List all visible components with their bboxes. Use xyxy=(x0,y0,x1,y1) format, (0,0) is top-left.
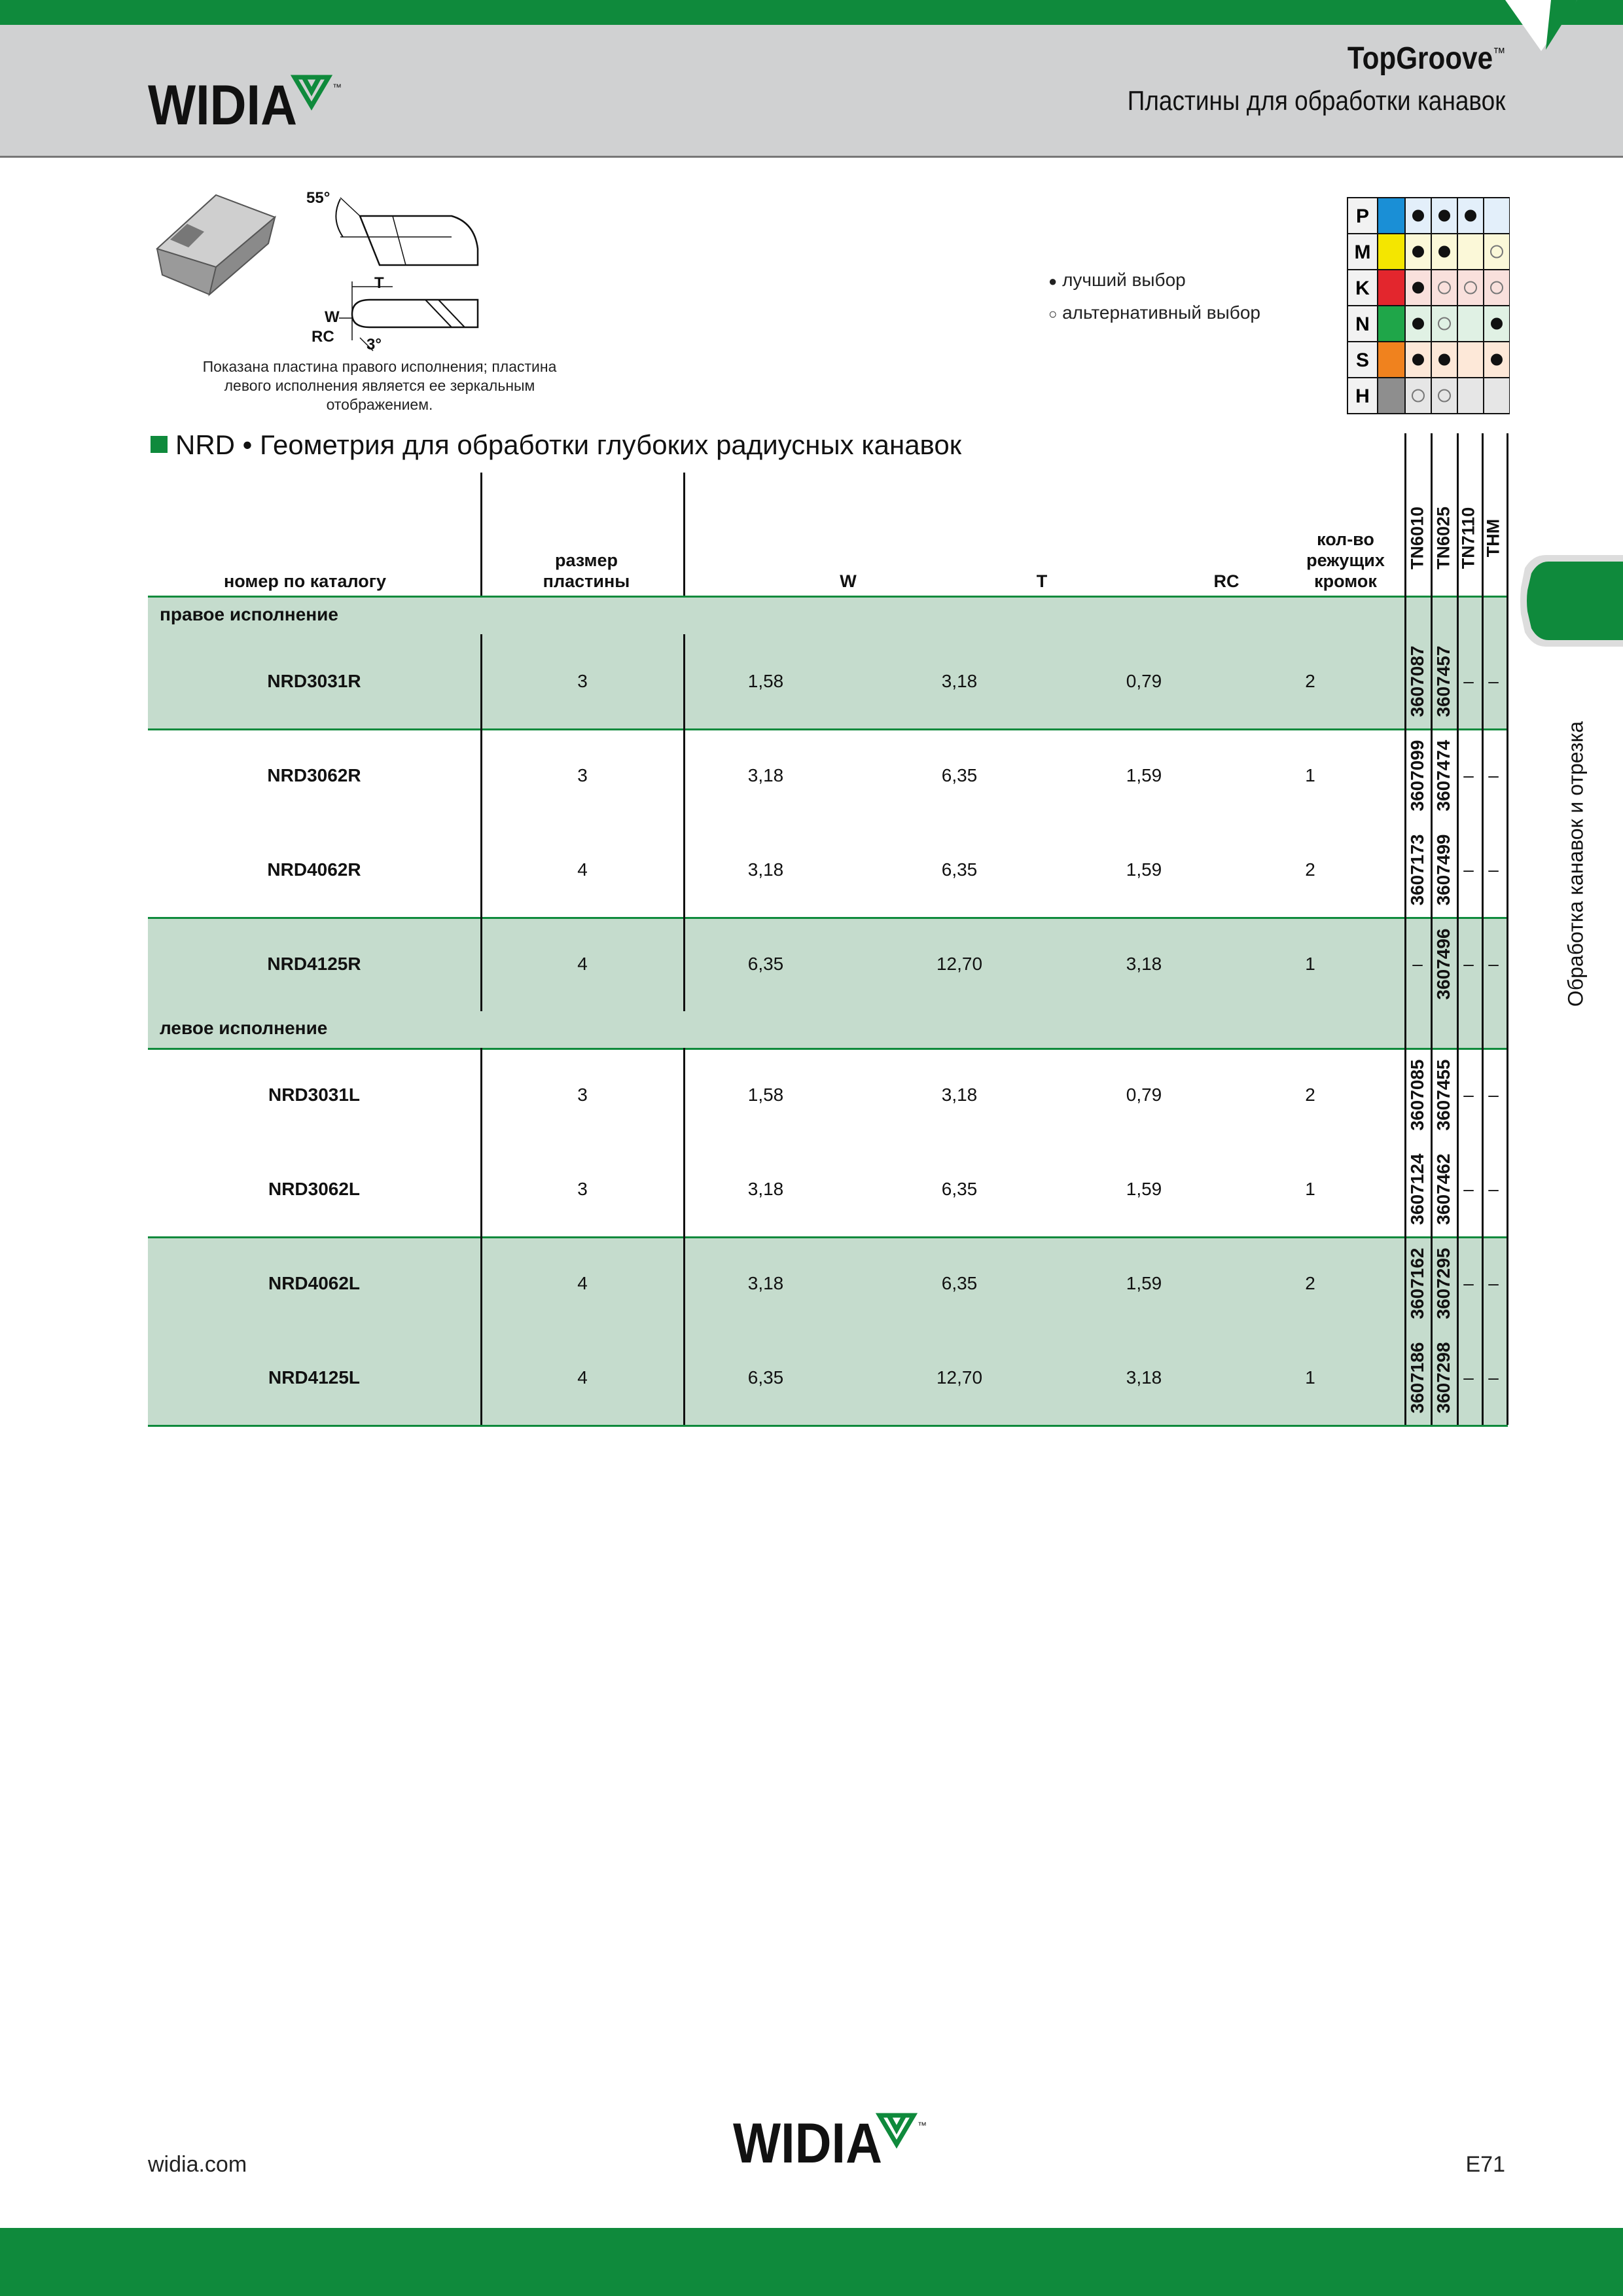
column-divider xyxy=(683,473,685,596)
material-row-s xyxy=(1347,342,1510,378)
value-t: 6,35 xyxy=(941,1179,978,1199)
grade-code-empty: – xyxy=(1488,1085,1499,1105)
cutting-edges: 2 xyxy=(1305,1273,1315,1293)
best-choice-dot-icon xyxy=(1491,355,1502,365)
header-grade-thm: THM xyxy=(1483,518,1503,558)
column-divider xyxy=(480,473,482,596)
material-row-n xyxy=(1347,306,1510,342)
grade-column-divider xyxy=(1431,433,1433,1425)
widia-logo-footer xyxy=(733,2111,929,2174)
product-subtitle: Пластины для обработки канавок xyxy=(1127,85,1505,116)
value-t: 6,35 xyxy=(941,765,978,785)
grade-code: 3607462 xyxy=(1433,1153,1454,1225)
cutting-edges: 1 xyxy=(1305,1367,1315,1388)
material-row-m xyxy=(1347,234,1510,270)
legend-best xyxy=(1048,264,1260,297)
row-divider xyxy=(148,1048,1508,1050)
cutting-edges: 1 xyxy=(1305,765,1315,785)
grade-code: 3607173 xyxy=(1407,834,1427,906)
material-letter: N xyxy=(1355,314,1370,335)
grade-code: 3607124 xyxy=(1407,1153,1427,1225)
grade-code-empty: – xyxy=(1488,1179,1499,1199)
top-band xyxy=(0,0,1623,25)
material-color-swatch xyxy=(1378,234,1405,270)
value-w: 6,35 xyxy=(747,954,784,974)
value-w: 1,58 xyxy=(747,1085,784,1105)
legend-best-label: лучший выбор xyxy=(1062,270,1186,290)
material-letter: S xyxy=(1355,350,1370,371)
table-body xyxy=(148,473,1508,1426)
column-divider xyxy=(683,634,685,1011)
row-divider xyxy=(148,596,1508,598)
insert-size: 3 xyxy=(577,671,588,691)
value-t: 6,35 xyxy=(941,1273,978,1293)
footer-logo-trademark: ™ xyxy=(918,2120,927,2130)
insert-size: 3 xyxy=(577,1179,588,1199)
header-size: размер пластины xyxy=(543,550,630,591)
insert-table xyxy=(148,473,1508,1426)
cutting-edges: 2 xyxy=(1305,859,1315,880)
catalog-number: NRD4125R xyxy=(267,954,361,974)
angle-3-label: 3° xyxy=(366,336,382,353)
legend-alternative xyxy=(1048,297,1260,330)
header-grade-tn6025: TN6025 xyxy=(1433,506,1454,570)
best-choice-dot-icon xyxy=(1413,319,1423,329)
row-divider xyxy=(148,728,1508,730)
insert-size: 4 xyxy=(577,859,588,880)
grade-code-empty: – xyxy=(1463,765,1474,785)
shaded-band xyxy=(148,598,1508,728)
header-grade-tn6010: TN6010 xyxy=(1407,506,1427,570)
grade-code-empty: – xyxy=(1463,1085,1474,1105)
value-rc: 1,59 xyxy=(1126,765,1162,785)
grade-code-empty: – xyxy=(1488,671,1499,691)
dimension-rc-label: RC xyxy=(312,328,334,346)
catalog-number: NRD4125L xyxy=(268,1367,361,1388)
square-bullet-icon xyxy=(151,436,168,453)
filled-dot-icon: ● xyxy=(1048,273,1058,289)
footer-url[interactable]: widia.com xyxy=(148,2152,247,2177)
best-choice-dot-icon xyxy=(1439,355,1450,365)
grade-code-empty: – xyxy=(1463,954,1474,974)
grade-column-divider xyxy=(1457,433,1459,1425)
insert-size: 4 xyxy=(577,1367,588,1388)
grade-code: 3607087 xyxy=(1407,645,1427,717)
catalog-number: NRD3031R xyxy=(267,671,361,691)
grade-code: 3607162 xyxy=(1407,1247,1427,1319)
material-color-swatch xyxy=(1378,342,1405,378)
logo-trademark: ™ xyxy=(332,82,342,92)
row-divider xyxy=(148,1425,1508,1427)
grade-column-divider xyxy=(1404,433,1406,1425)
insert-drawing xyxy=(144,183,510,360)
column-divider xyxy=(480,1048,482,1425)
empty-dot-icon: ○ xyxy=(1048,306,1058,322)
grade-column-divider xyxy=(1507,433,1508,1425)
catalog-number: NRD3062R xyxy=(267,765,361,785)
value-rc: 1,59 xyxy=(1126,1273,1162,1293)
material-letter: H xyxy=(1355,386,1370,407)
header-grade-tn7110: TN7110 xyxy=(1458,507,1478,569)
footer-logo-text: WIDIA xyxy=(733,2112,882,2170)
material-row-p xyxy=(1347,198,1510,234)
shaded-band xyxy=(148,1236,1508,1425)
corner-triangle-icon xyxy=(1505,0,1577,52)
best-choice-dot-icon xyxy=(1491,319,1502,329)
bottom-band xyxy=(0,2228,1623,2296)
header-edges: кол-во режущих кромок xyxy=(1306,529,1385,591)
grade-code-empty: – xyxy=(1488,859,1499,880)
insert-side-view xyxy=(339,281,478,351)
catalog-number: NRD4062R xyxy=(267,859,361,880)
row-divider xyxy=(148,1236,1508,1238)
value-rc: 3,18 xyxy=(1126,1367,1162,1388)
value-rc: 3,18 xyxy=(1126,954,1162,974)
grade-column-divider xyxy=(1482,433,1484,1425)
group-left-label: левое исполнение xyxy=(160,1018,328,1038)
value-t: 3,18 xyxy=(941,1085,978,1105)
insert-size: 3 xyxy=(577,765,588,785)
material-letter: P xyxy=(1355,206,1370,227)
insert-size: 4 xyxy=(577,954,588,974)
grade-code-empty: – xyxy=(1463,671,1474,691)
grade-code: 3607295 xyxy=(1433,1247,1454,1319)
best-choice-dot-icon xyxy=(1413,283,1423,293)
column-divider xyxy=(683,1048,685,1425)
grade-code: 3607474 xyxy=(1433,740,1454,812)
catalog-number: NRD3062L xyxy=(268,1179,361,1199)
side-tab xyxy=(1520,555,1623,647)
material-row-k xyxy=(1347,270,1510,306)
best-choice-dot-icon xyxy=(1413,355,1423,365)
material-color-swatch xyxy=(1378,378,1405,414)
insert-size: 3 xyxy=(577,1085,588,1105)
grade-code-empty: – xyxy=(1412,954,1423,974)
grade-code-empty: – xyxy=(1463,1273,1474,1293)
value-w: 3,18 xyxy=(747,1273,784,1293)
value-t: 6,35 xyxy=(941,859,978,880)
product-name: TopGroove xyxy=(1347,41,1493,76)
value-t: 3,18 xyxy=(941,671,978,691)
dimension-w-label: W xyxy=(325,308,340,326)
page-number: E71 xyxy=(1465,2152,1505,2177)
product-title xyxy=(1347,41,1505,77)
catalog-number: NRD3031L xyxy=(268,1085,361,1105)
best-choice-dot-icon xyxy=(1413,211,1423,221)
trademark-sign: ™ xyxy=(1492,45,1505,61)
grade-code: 3607298 xyxy=(1433,1342,1454,1414)
grade-code-empty: – xyxy=(1488,1367,1499,1388)
value-w: 3,18 xyxy=(747,1179,784,1199)
value-t: 12,70 xyxy=(936,954,983,974)
grade-code: 3607499 xyxy=(1433,834,1454,906)
grade-code-empty: – xyxy=(1463,859,1474,880)
legend-alternative-label: альтернативный выбор xyxy=(1062,302,1260,323)
value-w: 6,35 xyxy=(747,1367,784,1388)
insert-size: 4 xyxy=(577,1273,588,1293)
shaded-band xyxy=(148,917,1508,1048)
grade-code: 3607455 xyxy=(1433,1059,1454,1131)
widia-logo xyxy=(148,73,344,135)
best-choice-dot-icon xyxy=(1413,247,1423,257)
header-rc: RC xyxy=(1213,571,1240,591)
header-catalog: номер по каталогу xyxy=(223,571,387,591)
grade-code: 3607099 xyxy=(1407,740,1427,812)
insert-top-view xyxy=(336,198,478,265)
column-divider xyxy=(480,634,482,1011)
row-divider xyxy=(148,917,1508,919)
value-rc: 0,79 xyxy=(1126,1085,1162,1105)
best-choice-dot-icon xyxy=(1465,211,1476,221)
value-rc: 1,59 xyxy=(1126,859,1162,880)
material-color-swatch xyxy=(1378,270,1405,306)
logo-text: WIDIA xyxy=(148,74,297,132)
cutting-edges: 1 xyxy=(1305,1179,1315,1199)
grade-code-empty: – xyxy=(1463,1179,1474,1199)
material-color-swatch xyxy=(1378,198,1405,234)
cutting-edges: 2 xyxy=(1305,1085,1315,1105)
grade-code: 3607457 xyxy=(1433,645,1454,717)
best-choice-dot-icon xyxy=(1439,247,1450,257)
header-t: T xyxy=(1036,571,1048,591)
value-rc: 1,59 xyxy=(1126,1179,1162,1199)
value-w: 1,58 xyxy=(747,671,784,691)
value-w: 3,18 xyxy=(747,765,784,785)
grade-code-empty: – xyxy=(1463,1367,1474,1388)
insert-3d-icon xyxy=(157,195,275,295)
figure-caption: Показана пластина правого исполнения; пластина левого исполнения является ее зеркальным отображением. xyxy=(202,358,557,413)
grade-code-empty: – xyxy=(1488,954,1499,974)
group-right-label: правое исполнение xyxy=(160,604,338,624)
material-letter: M xyxy=(1354,242,1371,263)
grade-code: 3607496 xyxy=(1433,928,1454,1000)
section-title-text: NRD • Геометрия для обработки глубоких радиусных канавок xyxy=(175,429,962,460)
value-t: 12,70 xyxy=(936,1367,983,1388)
material-grid xyxy=(1346,196,1510,419)
grade-code-empty: – xyxy=(1488,1273,1499,1293)
legend xyxy=(1048,264,1260,330)
grade-code: 3607186 xyxy=(1407,1342,1427,1414)
best-choice-dot-icon xyxy=(1439,211,1450,221)
value-rc: 0,79 xyxy=(1126,671,1162,691)
material-row-h xyxy=(1347,378,1510,414)
section-title xyxy=(151,429,961,461)
side-tab-label: Обработка канавок и отрезка xyxy=(1563,721,1588,1007)
value-w: 3,18 xyxy=(747,859,784,880)
header-w: W xyxy=(840,571,857,591)
dimension-t-label: T xyxy=(374,274,384,292)
angle-55-label: 55° xyxy=(306,189,330,207)
cutting-edges: 2 xyxy=(1305,671,1315,691)
grade-code: 3607085 xyxy=(1407,1059,1427,1131)
cutting-edges: 1 xyxy=(1305,954,1315,974)
grade-code-empty: – xyxy=(1488,765,1499,785)
material-color-swatch xyxy=(1378,306,1405,342)
material-letter: K xyxy=(1355,278,1370,299)
catalog-number: NRD4062L xyxy=(268,1273,361,1293)
